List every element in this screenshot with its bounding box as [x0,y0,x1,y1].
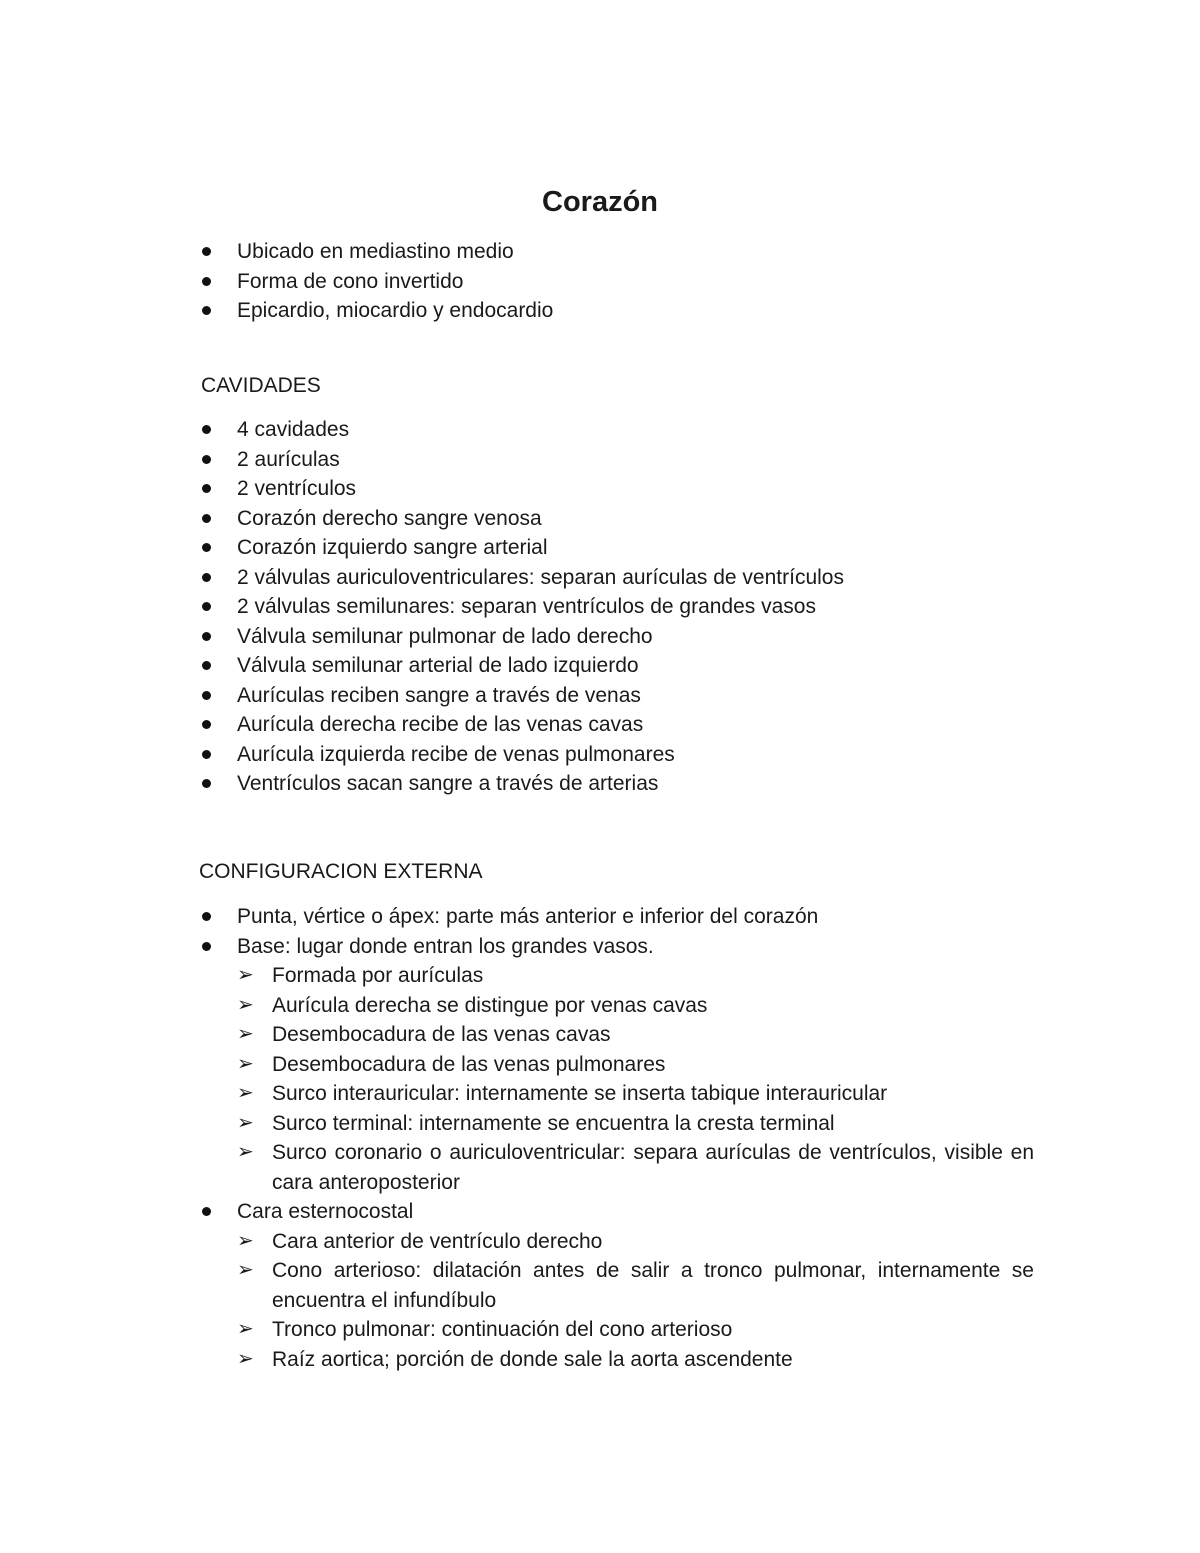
bullet-icon [202,661,211,670]
section-heading-cavidades: CAVIDADES [201,374,321,397]
sub-list-item-text: Cono arterioso: dilatación antes de salir a tronco pulmonar, internamente se encuentra el infundíbulo [272,1259,1034,1312]
list-item-text: Ubicado en mediastino medio [237,240,514,263]
list-item-text: Cara esternocostal [237,1200,414,1223]
sub-list-item-text: Raíz aortica; porción de donde sale la aorta ascendente [272,1347,793,1371]
bullet-icon [202,514,211,523]
list-item [0,769,1034,799]
arrow-bullet-icon: ➢ [237,1141,254,1163]
bullet-icon [202,247,211,256]
list-item-text: Ventrículos sacan sangre a través de arterias [237,772,659,795]
arrow-bullet-icon: ➢ [237,1111,254,1134]
sub-list-item [237,1138,1034,1197]
list-item-text: Punta, vértice o ápex: parte más anterior e inferior del corazón [237,905,819,928]
arrow-bullet-icon: ➢ [237,1347,254,1370]
arrow-bullet-icon: ➢ [237,993,254,1016]
list-item [0,651,1034,681]
bullet-icon [202,632,211,641]
list-item [0,563,1034,593]
list-item [0,592,1034,622]
sub-list-item-text: Surco coronario o auriculoventricular: separa aurículas de ventrículos, visible en cara anteroposterior [272,1141,1034,1194]
list-item-text: Válvula semilunar arterial de lado izquierdo [237,654,639,677]
bullet-icon [202,750,211,759]
list-item [0,415,1034,445]
sub-list-item-text: Desembocadura de las venas cavas [272,1023,611,1046]
list-item-text: Epicardio, miocardio y endocardio [237,299,554,322]
arrow-bullet-icon: ➢ [237,1229,254,1252]
arrow-bullet-icon: ➢ [237,1052,254,1075]
sub-list-item-text: Desembocadura de las venas pulmonares [272,1052,666,1076]
bullet-icon [202,306,211,315]
list-item-text: 2 aurículas [237,447,340,471]
section-heading-configuracion: CONFIGURACION EXTERNA [199,860,483,883]
bullet-icon [202,912,211,921]
list-item [0,902,1034,932]
arrow-bullet-icon: ➢ [237,1023,254,1045]
bullet-icon [202,602,211,611]
list-item [0,267,1034,297]
bullet-icon [202,277,211,286]
list-item-text: Válvula semilunar pulmonar de lado derecho [237,624,653,648]
list-item [0,740,1034,770]
list-item-text: Aurícula derecha recibe de las venas cavas [237,713,644,736]
configuracion-list [0,902,1200,1374]
list-item-text: Aurículas reciben sangre a través de venas [237,683,641,707]
sub-list-item-text: Cara anterior de ventrículo derecho [272,1229,603,1253]
arrow-bullet-icon: ➢ [237,1259,254,1281]
bullet-icon [202,691,211,700]
intro-list [0,237,1200,326]
list-item [0,622,1034,652]
bullet-icon [202,573,211,582]
bullet-icon [202,942,211,951]
list-item [0,533,1034,563]
arrow-bullet-icon: ➢ [237,964,254,986]
list-item [0,296,1034,326]
list-item-text: 4 cavidades [237,418,350,441]
sub-list-item [237,1345,1034,1375]
arrow-bullet-icon: ➢ [237,1318,254,1340]
sub-list-item [237,1050,1034,1080]
sub-list-item-text: Tronco pulmonar: continuación del cono arterioso [272,1318,733,1341]
sub-list-item [237,1109,1034,1139]
list-item [0,474,1034,504]
sub-list-item [237,961,1034,991]
bullet-icon [202,484,211,493]
list-item [0,710,1034,740]
sub-list-item-text: Aurícula derecha se distingue por venas cavas [272,993,708,1017]
arrow-bullet-icon: ➢ [237,1082,254,1104]
sub-list [237,1227,1034,1375]
list-item [0,932,1034,1198]
sub-list-item [237,1256,1034,1315]
list-item-text: Base: lugar donde entran los grandes vasos. [237,934,654,958]
list-item [0,504,1034,534]
list-item [0,1197,1034,1374]
list-item-text: 2 válvulas auriculoventriculares: separan aurículas de ventrículos [237,565,844,589]
sub-list-item [237,991,1034,1021]
list-item [0,445,1034,475]
list-item [0,237,1034,267]
list-item-text: 2 ventrículos [237,477,357,500]
sub-list-item [237,1227,1034,1257]
list-item-text: Aurícula izquierda recibe de venas pulmonares [237,742,675,766]
bullet-icon [202,455,211,464]
sub-list-item-text: Surco interauricular: internamente se inserta tabique interauricular [272,1082,888,1105]
sub-list-item [237,1315,1034,1345]
sub-list-item [237,1079,1034,1109]
page-title: Corazón [542,186,658,218]
sub-list-item-text: Surco terminal: internamente se encuentra la cresta terminal [272,1111,835,1135]
list-item-text: 2 válvulas semilunares: separan ventrículos de grandes vasos [237,595,816,618]
bullet-icon [202,425,211,434]
list-item [0,681,1034,711]
bullet-icon [202,543,211,552]
sub-list-item [237,1020,1034,1050]
bullet-icon [202,1207,211,1216]
bullet-icon [202,720,211,729]
bullet-icon [202,779,211,788]
cavidades-list [0,415,1200,799]
sub-list [237,961,1034,1197]
list-item-text: Corazón izquierdo sangre arterial [237,536,548,559]
list-item-text: Corazón derecho sangre venosa [237,506,542,530]
sub-list-item-text: Formada por aurículas [272,964,484,987]
list-item-text: Forma de cono invertido [237,269,464,293]
